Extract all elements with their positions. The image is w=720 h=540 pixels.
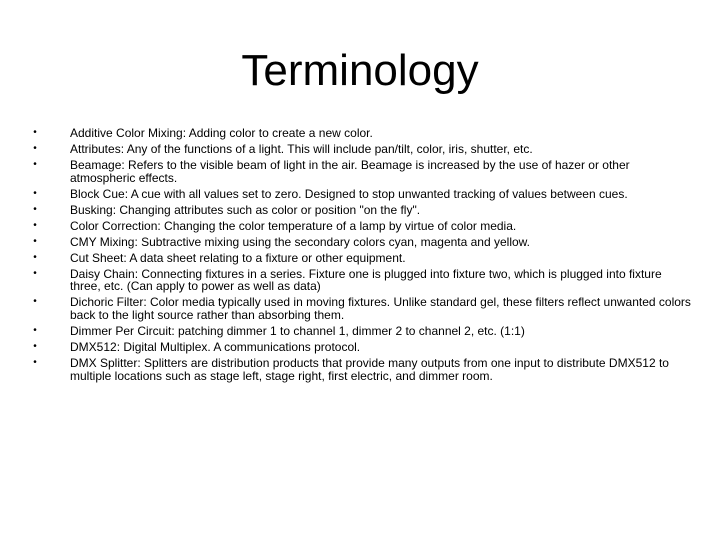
term-definition: Additive Color Mixing: Adding color to create a new color. xyxy=(70,126,373,140)
list-item xyxy=(30,204,694,217)
bullet-icon: • xyxy=(33,203,37,215)
list-item xyxy=(30,296,694,322)
bullet-icon: • xyxy=(33,219,37,231)
list-item xyxy=(30,220,694,233)
list-item xyxy=(30,143,694,156)
terminology-list xyxy=(30,127,694,386)
list-item xyxy=(30,341,694,354)
term-definition: Cut Sheet: A data sheet relating to a fixture or other equipment. xyxy=(70,250,406,265)
bullet-icon: • xyxy=(33,187,37,199)
term-definition: Dichoric Filter: Color media typically used in moving fixtures. Unlike standard gel, these filters reflect unwanted colors back to the light source rather than absorbing them. xyxy=(70,295,691,323)
list-item xyxy=(30,252,694,265)
term-definition: DMX Splitter: Splitters are distribution products that provide many outputs from one input to distribute DMX512 to multiple locations such as stage left, stage right, first electric, and dimmer room. xyxy=(70,356,669,383)
list-item xyxy=(30,159,694,185)
term-definition: Color Correction: Changing the color temperature of a lamp by virtue of color media. xyxy=(70,218,517,233)
slide-title: Terminology xyxy=(241,46,479,95)
bullet-icon: • xyxy=(33,142,37,154)
bullet-icon: • xyxy=(33,251,37,263)
list-item xyxy=(30,236,694,249)
term-definition: Dimmer Per Circuit: patching dimmer 1 to channel 1, dimmer 2 to channel 2, etc. (1:1) xyxy=(70,324,525,339)
bullet-icon: • xyxy=(33,235,37,247)
bullet-icon: • xyxy=(33,341,37,353)
list-item xyxy=(30,127,694,140)
term-definition: Busking: Changing attributes such as color or position "on the fly". xyxy=(70,202,421,217)
list-item xyxy=(30,188,694,201)
bullet-icon: • xyxy=(33,357,37,369)
bullet-icon: • xyxy=(33,158,37,170)
list-item xyxy=(30,357,694,383)
bullet-icon: • xyxy=(33,127,37,138)
term-definition: DMX512: Digital Multiplex. A communications protocol. xyxy=(70,340,361,355)
bullet-icon: • xyxy=(33,296,37,308)
list-item xyxy=(30,268,694,294)
bullet-icon: • xyxy=(33,325,37,337)
term-definition: Attributes: Any of the functions of a light. This will include pan/tilt, color, iris, shutter, etc. xyxy=(70,141,533,156)
term-definition: Daisy Chain: Connecting fixtures in a series. Fixture one is plugged into fixture two, which is plugged into fixture three, etc. (Can apply to power as well as data) xyxy=(70,266,662,294)
bullet-icon: • xyxy=(33,267,37,279)
term-definition: CMY Mixing: Subtractive mixing using the secondary colors cyan, magenta and yellow. xyxy=(70,234,531,249)
list-item xyxy=(30,325,694,338)
term-definition: Block Cue: A cue with all values set to zero. Designed to stop unwanted tracking of values between cues. xyxy=(70,186,628,201)
term-definition: Beamage: Refers to the visible beam of light in the air. Beamage is increased by the use of hazer or other atmospheric effects. xyxy=(70,157,630,185)
